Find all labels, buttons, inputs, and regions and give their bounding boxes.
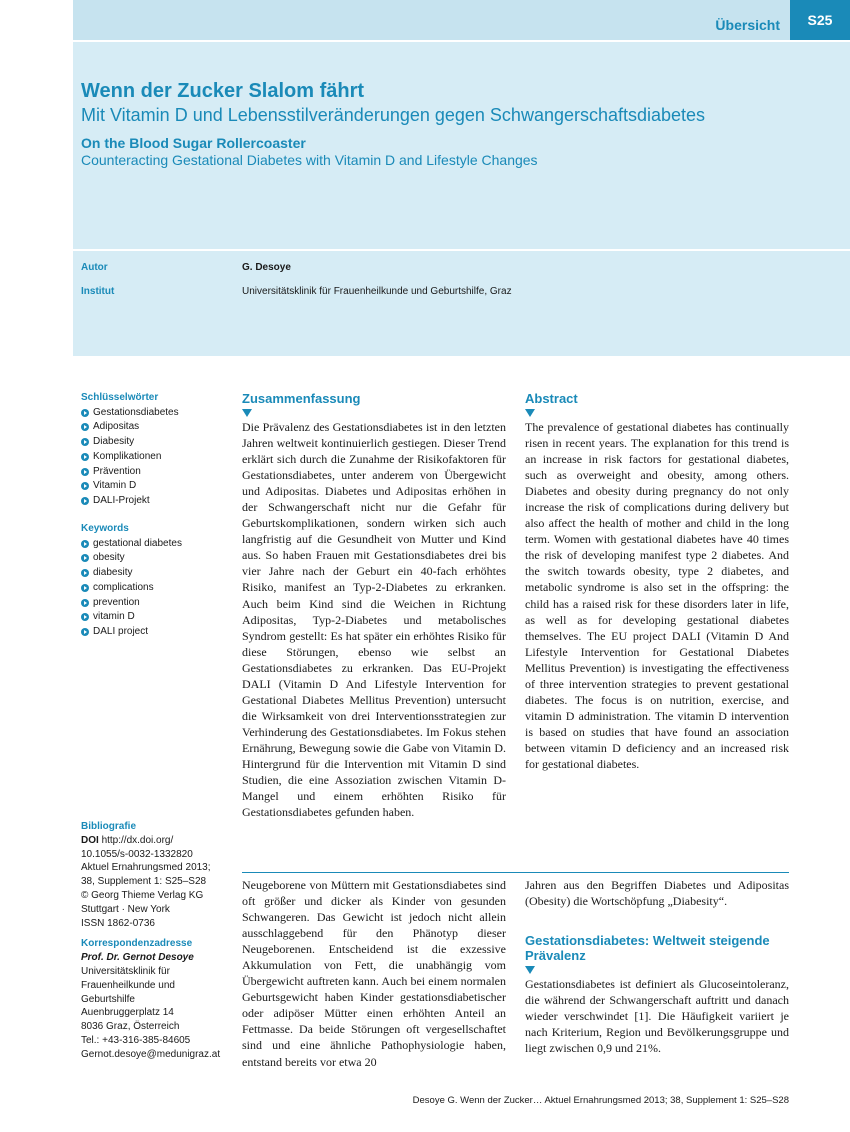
journal: Aktuel Ernahrungsmed 2013; xyxy=(81,862,211,874)
bullet-icon xyxy=(81,438,89,446)
keywords-german-heading: Schlüsselwörter xyxy=(81,392,159,403)
bullet-icon xyxy=(81,613,89,621)
bullet-icon xyxy=(81,497,89,505)
triangle-marker-icon xyxy=(525,409,535,417)
bullet-icon xyxy=(81,569,89,577)
keyword-item: Adipositas xyxy=(81,420,231,435)
correspondence-line: Geburtshilfe xyxy=(81,993,135,1005)
zusammenfassung-text: Die Prävalenz des Gestationsdiabetes ist in den letzten Jahren weltweit kontinuierlich gestiegen. Dieser Trend erklärt sich durch die Zunahme der Risikofaktoren für Gestationsdiabetes, unter anderem von Übergewicht und Adipositas. Diabetes und Adipositas erhöhen in der Schwangerschaft nicht nur die Gefahr für Geburtskomplikationen, sondern wirken sich auch langfristig auf die Gesundheit von Mutter und Kind aus. So haben Frauen mit Gestationsdiabetes drei bis vier Jahre nach der Geburt ein 40-fach erhöhtes Risiko, manifest an Typ-2-Diabetes zu erkranken. Auch beim Kind sind die Weichen in Richtung Adipositas, Typ-2-Diabetes und metabolisches Syndrom gestellt: Es hat später ein erhöhtes Risiko für diese Störungen, ebenso wie selbst an Gestationsdiabetes zu erkranken. Das EU-Projekt DALI (Vitamin D And Lifestyle Intervention for Gestational Diabetes Mellitus Prevention) untersucht die Wirksamkeit von drei Interventionsstrategien zur Verhinderung des Gestationsdiabetes. Im Fokus stehen Ernährung, Bewegung sowie die Gabe von Vitamin D. Hintergrund für die Intervention mit Vitamin D sind Studien, die eine Assoziation zwischen Vitamin D-Mangel und einem erhöhten Risiko für Gestationsdiabetes gefunden haben. xyxy=(242,420,506,820)
zusammenfassung-section xyxy=(242,391,506,820)
correspondence-heading: Korrespondenzadresse xyxy=(81,938,193,950)
correspondence-email[interactable]: Gernot.desoye@medunigraz.at xyxy=(81,1048,221,1060)
title-german: Wenn der Zucker Slalom fährt xyxy=(81,80,365,102)
triangle-marker-icon xyxy=(242,409,252,417)
keyword-item: Diabesity xyxy=(81,435,231,450)
body-paragraph: Gestationsdiabetes ist definiert als Glucoseintoleranz, die während der Schwangerschaft auftritt und danach wieder verschwindet [1]. Die Häufigkeit variiert je nach Kriterium, Region und Bevölkerungsgruppe und liegt zwischen 0,9 und 21%. xyxy=(525,977,789,1056)
header-band xyxy=(73,0,850,40)
subtitle-english: Counteracting Gestational Diabetes with Vitamin D and Lifestyle Changes xyxy=(81,152,538,168)
title-block xyxy=(73,42,850,249)
zusammenfassung-heading: Zusammenfassung xyxy=(242,391,361,406)
keyword-item: Vitamin D xyxy=(81,479,231,494)
abstract-heading: Abstract xyxy=(525,391,578,406)
section-divider xyxy=(242,872,789,873)
keywords-english-heading: Keywords xyxy=(81,523,129,534)
body-left-column xyxy=(242,877,506,1070)
copyright: © Georg Thieme Verlag KG xyxy=(81,889,204,901)
bullet-icon xyxy=(81,554,89,562)
bibliography xyxy=(81,820,231,1062)
bullet-icon xyxy=(81,423,89,431)
author-label: Autor xyxy=(81,262,108,273)
doi-line: DOI http://dx.doi.org/ xyxy=(81,834,174,846)
triangle-marker-icon xyxy=(525,966,535,974)
page-footer: Desoye G. Wenn der Zucker… Aktuel Ernahrungsmed 2013; 38, Supplement 1: S25–S28 xyxy=(412,1095,789,1106)
keyword-item: diabesity xyxy=(81,566,231,581)
correspondence-line: Universitätsklinik für xyxy=(81,965,170,977)
abstract-text: The prevalence of gestational diabetes has continually risen in recent years. The explanation for this trend is an increase in risk factors for gestational diabetes, such as overweight and obesity, among others. Diabetes and obesity during pregnancy do not only increase the risk of complications during delivery but also affect the health of mother and child in the long term. Women with gestational diabetes have 40 times the risk of developing manifest type 2 diabetes. And the switch towards obesity, type 2 diabetes, and metabolic syndrome is also set in the offspring: the child has a raised risk for these disorders later in life, as well as for developing gestational diabetes themselves. The EU project DALI (Vitamin D And Lifestyle Intervention for Gestational Diabetes Mellitus Prevention) is investigating the effectiveness of three intervention strategies to prevent gestational diabetes. The focus is on nutrition, exercise, and vitamin D administration. The vitamin D intervention is based on studies that have found an association between vitamin D deficiency and an increased risk for gestational diabetes. xyxy=(525,420,789,771)
title-english: On the Blood Sugar Rollercoaster xyxy=(81,135,306,151)
correspondence-line: Auenbruggerplatz 14 xyxy=(81,1007,174,1019)
correspondence-line: 8036 Graz, Österreich xyxy=(81,1021,180,1033)
issn: ISSN 1862-0736 xyxy=(81,917,155,929)
issue: 38, Supplement 1: S25–S28 xyxy=(81,876,207,888)
section-label: Übersicht xyxy=(715,17,780,33)
keyword-item: DALI project xyxy=(81,625,231,640)
keyword-item: Prävention xyxy=(81,465,231,480)
institute-label: Institut xyxy=(81,286,115,297)
bullet-icon xyxy=(81,468,89,476)
keyword-item: prevention xyxy=(81,596,231,611)
bullet-icon xyxy=(81,599,89,607)
bullet-icon xyxy=(81,584,89,592)
subtitle-german: Mit Vitamin D und Lebensstilveränderungen gegen Schwangerschaftsdiabetes xyxy=(81,105,706,125)
publisher-place: Stuttgart · New York xyxy=(81,903,170,915)
keywords-english xyxy=(81,522,231,640)
correspondence-name: Prof. Dr. Gernot Desoye xyxy=(81,952,194,964)
bullet-icon xyxy=(81,453,89,461)
correspondence-line: Tel.: +43-316-385-84605 xyxy=(81,1034,191,1046)
keyword-item: gestational diabetes xyxy=(81,537,231,552)
bullet-icon xyxy=(81,409,89,417)
bullet-icon xyxy=(81,540,89,548)
bullet-icon xyxy=(81,482,89,490)
keyword-item: Komplikationen xyxy=(81,450,231,465)
author-name: G. Desoye xyxy=(242,262,291,273)
body-paragraph: Neugeborene von Müttern mit Gestationsdiabetes sind oft größer und dicker als Kinder von gesunden Schwangeren. Das Gewicht ist jedoch nicht allein ausschlaggebend für den Phänotyp dieser Neugeborenen. Entscheidend ist die exzessive Akkumulation von Fett, die unabhängig vom Übergewicht auftreten kann. Auch bei einem normalen Geburtsgewicht haben Kinder gestationsdiabetischer oder adipöser Mütter einen erhöhten Anteil an Fettmasse. Da beide Störungen oft vergesellschaftet sind und eine ähnliche Pathophysiologie haben, entstand bereits vor etwa 20 xyxy=(242,878,506,1069)
doi-number: 10.1055/s-0032-1332820 xyxy=(81,848,193,860)
institute-name: Universitätsklinik für Frauenheilkunde und Geburtshilfe, Graz xyxy=(242,286,512,297)
keyword-item: complications xyxy=(81,581,231,596)
keyword-item: DALI-Projekt xyxy=(81,494,231,509)
page-number: S25 xyxy=(790,0,850,40)
doi-link[interactable]: http://dx.doi.org/ xyxy=(101,834,174,846)
keywords-german xyxy=(81,391,231,509)
correspondence-line: Frauenheilkunde und xyxy=(81,979,175,991)
abstract-section xyxy=(525,391,789,772)
section-heading: Gestationsdiabetes: Weltweit steigende Prävalenz xyxy=(525,933,770,964)
keyword-item: Gestationsdiabetes xyxy=(81,406,231,421)
keyword-item: vitamin D xyxy=(81,610,231,625)
author-block xyxy=(73,251,850,356)
bibliography-heading: Bibliografie xyxy=(81,821,137,832)
bullet-icon xyxy=(81,628,89,636)
body-paragraph: Jahren aus den Begriffen Diabetes und Adipositas (Obesity) die Wortschöpfung „Diabesity“. xyxy=(525,878,789,909)
keyword-item: obesity xyxy=(81,551,231,566)
body-right-column xyxy=(525,877,789,1056)
